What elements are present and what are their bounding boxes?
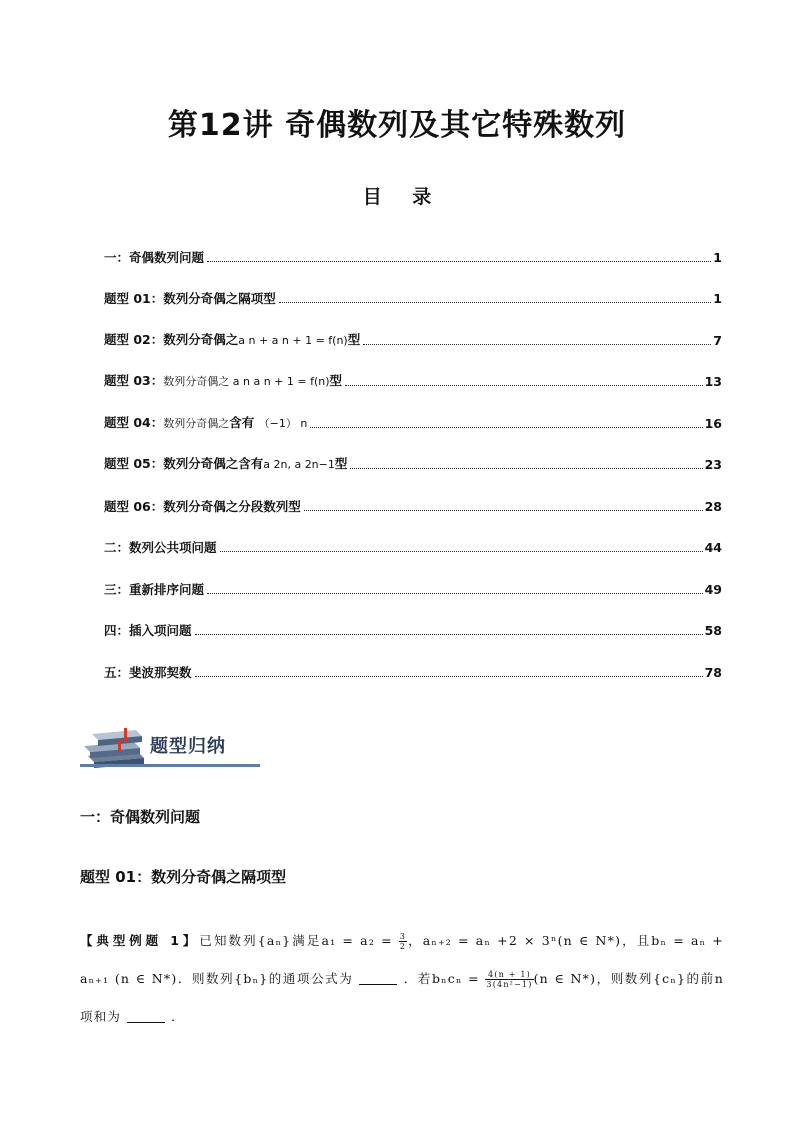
toc-leader bbox=[220, 550, 703, 552]
toc-item-label: 一：奇偶数列问题 bbox=[104, 249, 205, 265]
table-of-contents bbox=[104, 224, 722, 681]
document-title: 第12讲 奇偶数列及其它特殊数列 bbox=[167, 108, 627, 143]
toc-item-page: 1 bbox=[713, 291, 722, 306]
toc-item-page: 44 bbox=[704, 540, 722, 555]
toc-item[interactable] bbox=[104, 598, 722, 640]
toc-item-page: 58 bbox=[704, 623, 722, 638]
toc-item-label: 四：插入项问题 bbox=[104, 623, 192, 638]
toc-leader bbox=[363, 343, 711, 345]
answer-blank[interactable] bbox=[359, 972, 397, 985]
toc-leader bbox=[195, 633, 703, 635]
toc-item-page: 7 bbox=[713, 332, 722, 348]
toc-leader bbox=[350, 467, 702, 469]
toc-item-label: 题型 05：数列分奇偶之含有a 2n, a 2n−1型 bbox=[104, 456, 348, 471]
banner-underline bbox=[80, 764, 260, 767]
toc-heading: 目 录 bbox=[362, 186, 432, 208]
toc-item-page: 28 bbox=[704, 498, 722, 514]
answer-blank[interactable] bbox=[127, 1010, 165, 1023]
toc-item-page: 49 bbox=[704, 581, 722, 597]
toc-item-page: 16 bbox=[704, 415, 722, 431]
toc-item-page: 1 bbox=[713, 249, 722, 265]
toc-leader bbox=[207, 592, 703, 594]
toc-item-label: 题型 06：数列分奇偶之分段数列型 bbox=[104, 498, 301, 514]
toc-item-label: 题型 02：数列分奇偶之a n + a n + 1 = f(n)型 bbox=[104, 331, 361, 347]
toc-item[interactable] bbox=[104, 432, 722, 474]
toc-item-page: 23 bbox=[704, 457, 722, 472]
toc-leader bbox=[310, 426, 702, 428]
toc-leader bbox=[279, 301, 712, 303]
toc-item[interactable] bbox=[104, 307, 722, 349]
toc-item-label: 题型 03：数列分奇偶之 a n a n + 1 = f(n)型 bbox=[104, 373, 343, 388]
toc-item[interactable] bbox=[104, 556, 722, 598]
example-tag: 【典型例题 1】 bbox=[80, 933, 200, 948]
subsection-heading: 题型 01：数列分奇偶之隔项型 bbox=[80, 868, 287, 886]
toc-item[interactable] bbox=[104, 473, 722, 515]
toc-item[interactable] bbox=[104, 639, 722, 681]
toc-item[interactable] bbox=[104, 266, 722, 308]
toc-item[interactable] bbox=[104, 390, 722, 432]
toc-leader bbox=[345, 384, 703, 386]
toc-item-page: 78 bbox=[704, 664, 722, 680]
fraction: $\frac{4(n + 1)}{\text{3(4n²−1)}}$ bbox=[486, 970, 533, 989]
section-banner-title: 题型归纳 bbox=[150, 736, 226, 757]
example-problem: 【典型例题 1】已知数列{aₙ}满足a₁ = a₂ = $\frac{3}{2}$ ，aₙ₊₂ = aₙ +2 × 3ⁿ(n ∈ N*)，且bₙ = aₙ + aₙ₊₁ (n ∈ N*)．则数列{bₙ}的通项公式为 ．若bₙcₙ = $\frac{4(n + 1)}{\text{3(4n²−1)}}$ (n ∈ N*)，则数列{cₙ}的前n项和为 ． bbox=[80, 932, 724, 1024]
toc-item[interactable] bbox=[104, 515, 722, 557]
toc-item[interactable] bbox=[104, 349, 722, 391]
toc-leader bbox=[207, 260, 711, 262]
toc-item-page: 13 bbox=[704, 374, 722, 389]
toc-item-label: 三：重新排序问题 bbox=[104, 581, 205, 597]
toc-item-label: 题型 01：数列分奇偶之隔项型 bbox=[104, 291, 276, 306]
toc-leader bbox=[304, 509, 703, 511]
toc-item-label: 二：数列公共项问题 bbox=[104, 540, 217, 555]
toc-item[interactable] bbox=[104, 224, 722, 266]
fraction: $\frac{3}{2}$ bbox=[399, 932, 407, 951]
section-heading: 一：奇偶数列问题 bbox=[80, 808, 201, 826]
toc-item-label: 题型 04：数列分奇偶之含有 （−1） n bbox=[104, 414, 308, 430]
toc-leader bbox=[195, 675, 703, 677]
toc-item-label: 五：斐波那契数 bbox=[104, 664, 192, 680]
